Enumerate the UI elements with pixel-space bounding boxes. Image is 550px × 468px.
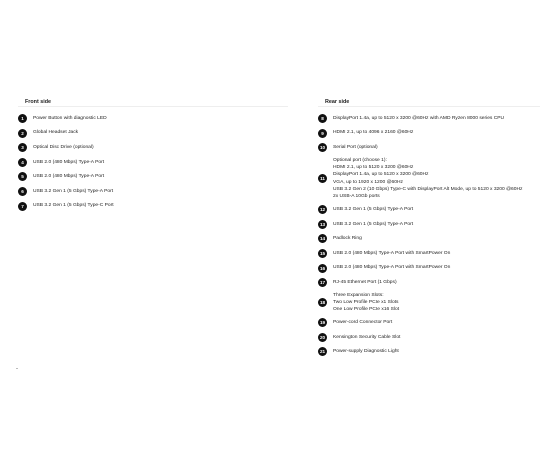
description-line: USB 2.0 (480 Mbps) Type-A Port with SmartPower On (333, 265, 451, 271)
description-line: USB 2.0 (480 Mbps) Type-A Port (33, 159, 105, 165)
description-line: HDMI 2.1, up to 5120 x 3200 @60Hz (333, 165, 414, 171)
item-number-badge: 10 (319, 145, 326, 151)
port-description (33, 202, 114, 209)
description-line: One Low Profile PCIe x16 Slot (333, 307, 400, 313)
description-line: Power Button with diagnostic LED (33, 115, 107, 121)
port-item (318, 332, 540, 343)
front-port-list (18, 113, 288, 212)
description-line: Two Low Profile PCIe x1 Slots (333, 300, 399, 306)
port-item (18, 142, 288, 153)
description-line: USB 3.2 Gen 2 (10 Gbps) Type-C with DisplayPort Alt Mode, up to 5120 x 3200 @60Hz (333, 186, 523, 192)
port-item (18, 128, 288, 139)
port-description (33, 188, 113, 195)
item-number-badge: 7 (18, 202, 27, 211)
port-description (333, 235, 362, 242)
description-line: USB 3.2 Gen 1 (5 Gbps) Type-A Port (333, 207, 414, 212)
rear-port-list (318, 113, 540, 357)
description-line: RJ-45 Ethernet Port (1 Gbps) (333, 279, 397, 285)
corner-mark (16, 368, 18, 369)
port-description (333, 144, 378, 151)
port-description (333, 264, 450, 271)
port-description (333, 206, 413, 213)
port-description (33, 115, 107, 122)
item-number-badge: 14 (319, 236, 326, 242)
description-line: USB 2.0 (480 Mbps) Type-A Port with SmartPower On (333, 250, 451, 256)
port-description (333, 292, 399, 314)
port-description (333, 348, 399, 355)
port-item (18, 157, 288, 168)
item-number-badge: 1 (18, 114, 27, 123)
item-number-badge: 17 (319, 280, 326, 286)
port-description (333, 319, 392, 326)
port-description (333, 279, 397, 286)
port-description (333, 334, 400, 341)
description-line: USB 3.2 Gen 1 (5 Gbps) Type-A Port (33, 188, 114, 194)
port-item (318, 263, 540, 274)
port-item (18, 186, 288, 197)
item-number-badge: 4 (18, 158, 27, 167)
port-item (318, 128, 540, 139)
item-number-badge: 18 (319, 300, 326, 306)
description-line: Power-supply Diagnostic Light (333, 349, 399, 355)
description-line: Optical Disc Drive (optional) (33, 145, 94, 151)
description-line: Power-cord Connector Port (333, 320, 393, 326)
port-item (318, 248, 540, 259)
item-number-badge: 11 (318, 174, 327, 183)
description-line: USB 3.2 Gen 1 (5 Gbps) Type-A Port (333, 221, 414, 227)
port-item (318, 113, 540, 124)
item-number-badge: 19 (319, 320, 326, 326)
description-line: HDMI 2.1, up to 4096 x 2160 @60Hz (333, 130, 414, 136)
port-description (333, 129, 413, 136)
description-line: Optional port (choose 1): (333, 157, 387, 163)
description-line: 2x USB-A 10Gb ports (333, 194, 380, 200)
port-item (318, 346, 540, 357)
item-number-badge: 6 (18, 187, 27, 196)
description-line: VGA, up to 1920 x 1200 @60Hz (333, 179, 403, 185)
port-description (333, 221, 413, 228)
port-description (33, 159, 104, 166)
port-item (18, 113, 288, 124)
front-side-heading: Front side (18, 98, 288, 107)
port-item (318, 142, 540, 153)
port-description (333, 115, 504, 122)
port-description (33, 144, 94, 151)
item-number-badge: 15 (319, 250, 326, 256)
item-number-badge: 3 (18, 143, 27, 152)
item-number-badge: 13 (319, 221, 326, 227)
description-line: USB 2.0 (480 Mbps) Type-A Port (33, 174, 105, 180)
item-number-badge: 21 (319, 349, 326, 355)
port-item (18, 201, 288, 212)
description-line: USB 3.2 Gen 1 (5 Gbps) Type-C Port (33, 203, 114, 209)
description-line: Kensington Security Cable Slot (333, 334, 401, 340)
item-number-badge: 20 (319, 334, 326, 340)
description-line: Global Headset Jack (33, 130, 79, 136)
description-line: DisplayPort 1.4a, up to 5120 x 3200 @60Hz (333, 172, 429, 178)
description-line: Padlock Ring (333, 236, 362, 242)
port-description (333, 157, 522, 201)
description-line: Three Expansion Slots: (333, 292, 384, 298)
item-number-badge: 2 (18, 129, 27, 138)
port-item (318, 317, 540, 328)
port-item (318, 204, 540, 215)
rear-side-heading: Rear side (318, 98, 540, 107)
port-item (318, 277, 540, 288)
port-description (33, 173, 104, 180)
item-number-badge: 16 (319, 265, 326, 271)
front-side-column (18, 98, 288, 215)
port-item (318, 233, 540, 244)
port-item (318, 157, 540, 201)
description-line: DisplayPort 1.4a, up to 5120 x 3200 @60Hz with AMD Ryzen 8000 series CPU (333, 115, 505, 121)
rear-side-column (318, 98, 540, 361)
item-number-badge: 12 (319, 207, 326, 213)
port-item (318, 219, 540, 230)
item-number-badge: 5 (18, 172, 27, 181)
port-description (33, 129, 78, 136)
item-number-badge: 9 (318, 129, 327, 138)
port-description (333, 250, 450, 257)
port-item (318, 292, 540, 314)
item-number-badge: 8 (318, 114, 327, 123)
port-item (18, 171, 288, 182)
description-line: Serial Port (optional) (333, 145, 378, 151)
